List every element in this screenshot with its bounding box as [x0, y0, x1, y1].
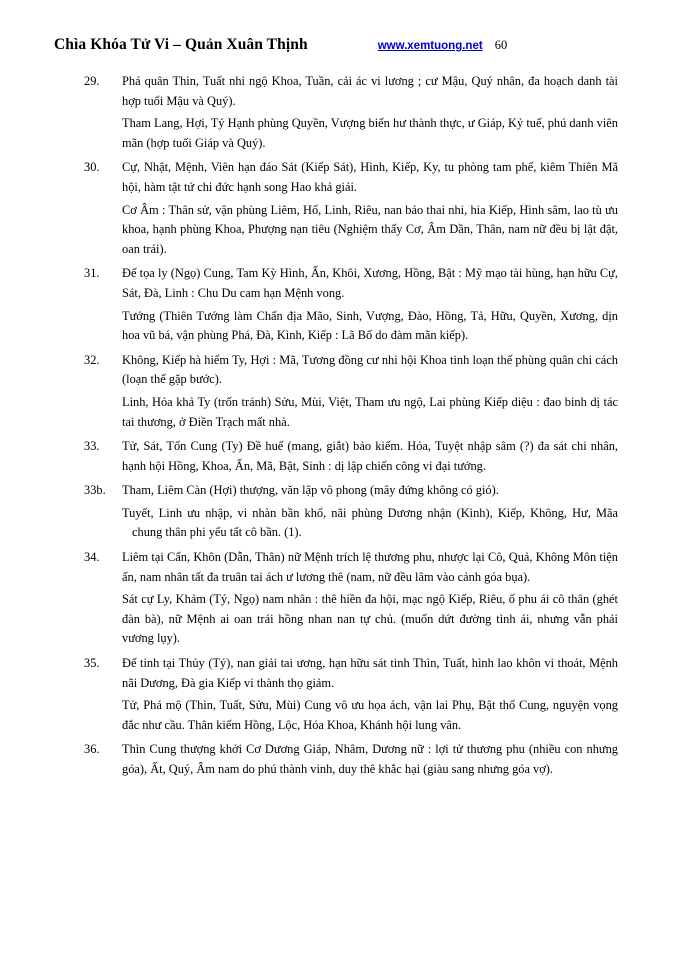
paragraph: Không, Kiếp hà hiểm Ty, Hợi : Mã, Tương đồng cư nhi hội Khoa tinh loạn thế phùng quân chi cách (loạn thế gặp bước). [122, 352, 618, 387]
paragraph: Tử, Sát, Tốn Cung (Ty) Đề huế (mang, giắt) bảo kiếm. Hỏa, Tuyệt nhập sâm (?) đa sát chi nhân, hạnh hội Hồng, Khoa, Ấn, Mã, Bật, Sinh : dị lập chiến công vi đại tướng. [122, 439, 618, 473]
item-body [122, 654, 618, 737]
item-body [122, 351, 618, 434]
item-body [122, 740, 618, 781]
list-item [84, 481, 618, 545]
page-header [54, 36, 626, 54]
item-body [122, 481, 618, 545]
paragraph: Tuyết, Linh ưu nhập, vi nhàn bần khổ, nãi phùng Dương nhận (Kình), Kiếp, Không, Hư, Mãa chung thân phi yểu tất cô bần. (1). [122, 505, 618, 540]
paragraph: Tham Lang, Hợi, Tý Hạnh phùng Quyền, Vượng biến hư thành thực, ư Giáp, Kỷ tuế, phú danh viên mãn (hợp tuổi Giáp và Quý). [122, 116, 618, 150]
list-item [84, 158, 618, 261]
paragraph: Tử, Phá mộ (Thìn, Tuất, Sửu, Mùi) Cung vô ưu họa ách, vận lai Phụ, Bật thổ Cung, nguyện vọng đắc như cầu. Thân kiếm Hồng, Lộc, Hóa Khoa, Khánh hội lung vân. [122, 698, 618, 732]
paragraph: Linh, Hỏa khả Ty (trốn tránh) Sửu, Mùi, Việt, Tham ưu ngộ, Lai phùng Kiếp diệu : đao binh dị tác tai thương, ở Điền Trạch mất nhà. [122, 394, 618, 429]
paragraph: Tướng (Thiên Tướng làm Chấn địa Mão, Sinh, Vượng, Đào, Hồng, Tả, Hữu, Quyền, Xương, dịn hoa vũ bá, vận phùng Phá, Đà, Kình, Kiếp : Lã Bố do đàm mãn kiếp). [122, 308, 618, 343]
paragraph: Phá quân Thìn, Tuất nhi ngộ Khoa, Tuần, cải ác vi lương ; cư Mậu, Quý nhân, đa hoạch danh tài hợp tuổi Mậu và Quý). [122, 74, 618, 108]
list-item [84, 654, 618, 737]
header-title: Chìa Khóa Tử Vi – Quản Xuân Thịnh [54, 36, 308, 53]
item-body [122, 437, 618, 478]
document-body [60, 72, 626, 782]
item-body [122, 264, 618, 347]
item-number: 35. [84, 656, 100, 671]
paragraph: Cơ Âm : Thân sử, vận phùng Liêm, Hổ, Linh, Riêu, nan bảo thai nhi, hia Kiếp, Hình sâm, lao tù ưu khoa, hạnh phùng Khoa, Phượng nạn tiêu (Nghiệm thấy Cơ, Âm Dần, Thân, nam nữ đều bị lật đật, oan trái). [122, 202, 618, 256]
item-number: 33b. [84, 483, 106, 498]
item-number: 31. [84, 266, 100, 281]
paragraph: Tham, Liêm Càn (Hợi) thượng, văn lập vô phong (mây đứng không có gió). [122, 483, 499, 498]
list-item [84, 264, 618, 347]
item-number: 29. [84, 74, 100, 88]
list-item [84, 548, 618, 651]
list-item [84, 437, 618, 478]
item-number: 30. [84, 160, 100, 175]
list-item [84, 740, 618, 781]
item-body [122, 158, 618, 261]
list-item [84, 72, 618, 155]
item-number: 32. [84, 352, 100, 367]
paragraph: Cự, Nhật, Mệnh, Viên hạn đáo Sát (Kiếp Sát), Hình, Kiếp, Ky, tu phòng tam phế, kiêm Thiên Mã hội, hàm tật tứ chi đức hạnh song Hao khả giải. [122, 160, 618, 194]
page-number: 60 [494, 38, 508, 52]
item-number: 33. [84, 439, 100, 454]
list-item [84, 351, 618, 434]
paragraph: Đế tọa ly (Ngọ) Cung, Tam Kỳ Hình, Ấn, Khôi, Xương, Hồng, Bật : Mỹ mạo tài hùng, hạn hữu Cự, Sát, Đà, Linh : Chu Du cam hạn Mệnh vong. [122, 266, 618, 300]
paragraph: Đế tinh tại Thủy (Tý), nan giải tai ương, hạn hữu sát tinh Thìn, Tuất, hình lao khôn vi thoát, Mệnh nãi Dương, Đà gia Kiếp vi thành thọ giảm. [122, 656, 618, 690]
item-body [122, 72, 618, 155]
paragraph: Sát cự Ly, Khảm (Tý, Ngọ) nam nhân : thê hiền đa hội, mạc ngộ Kiếp, Riêu, ố phu ái cô thân (ghét đàn bà), nữ Mệnh ai oan trái hồng nhan nan tự chủ. (muốn dứt đường tình ái, nhưng vẫn phải vương lụy). [122, 592, 618, 646]
paragraph: Liêm tại Cấn, Khôn (Dẫn, Thân) nữ Mệnh trích lệ thương phu, nhược lại Cô, Quả, Không Môn tiện ấn, nam nhân tất đa truân tai ách ư lương thê (nam, nữ đều lâm vào cảnh góa bụa). [122, 550, 618, 584]
item-number: 36. [84, 742, 100, 757]
item-number: 34. [84, 550, 100, 565]
header-website-link[interactable]: www.xemtuong.net [377, 40, 483, 52]
paragraph: Thìn Cung thượng khởi Cơ Dương Giáp, Nhâm, Dương nữ : lợi tử thương phu (nhiều con nhưng góa), Ất, Quý, Âm nam do phú thành vinh, duy thê khắc hại (giàu sang nhưng góa vợ). [122, 742, 618, 776]
item-body [122, 548, 618, 651]
